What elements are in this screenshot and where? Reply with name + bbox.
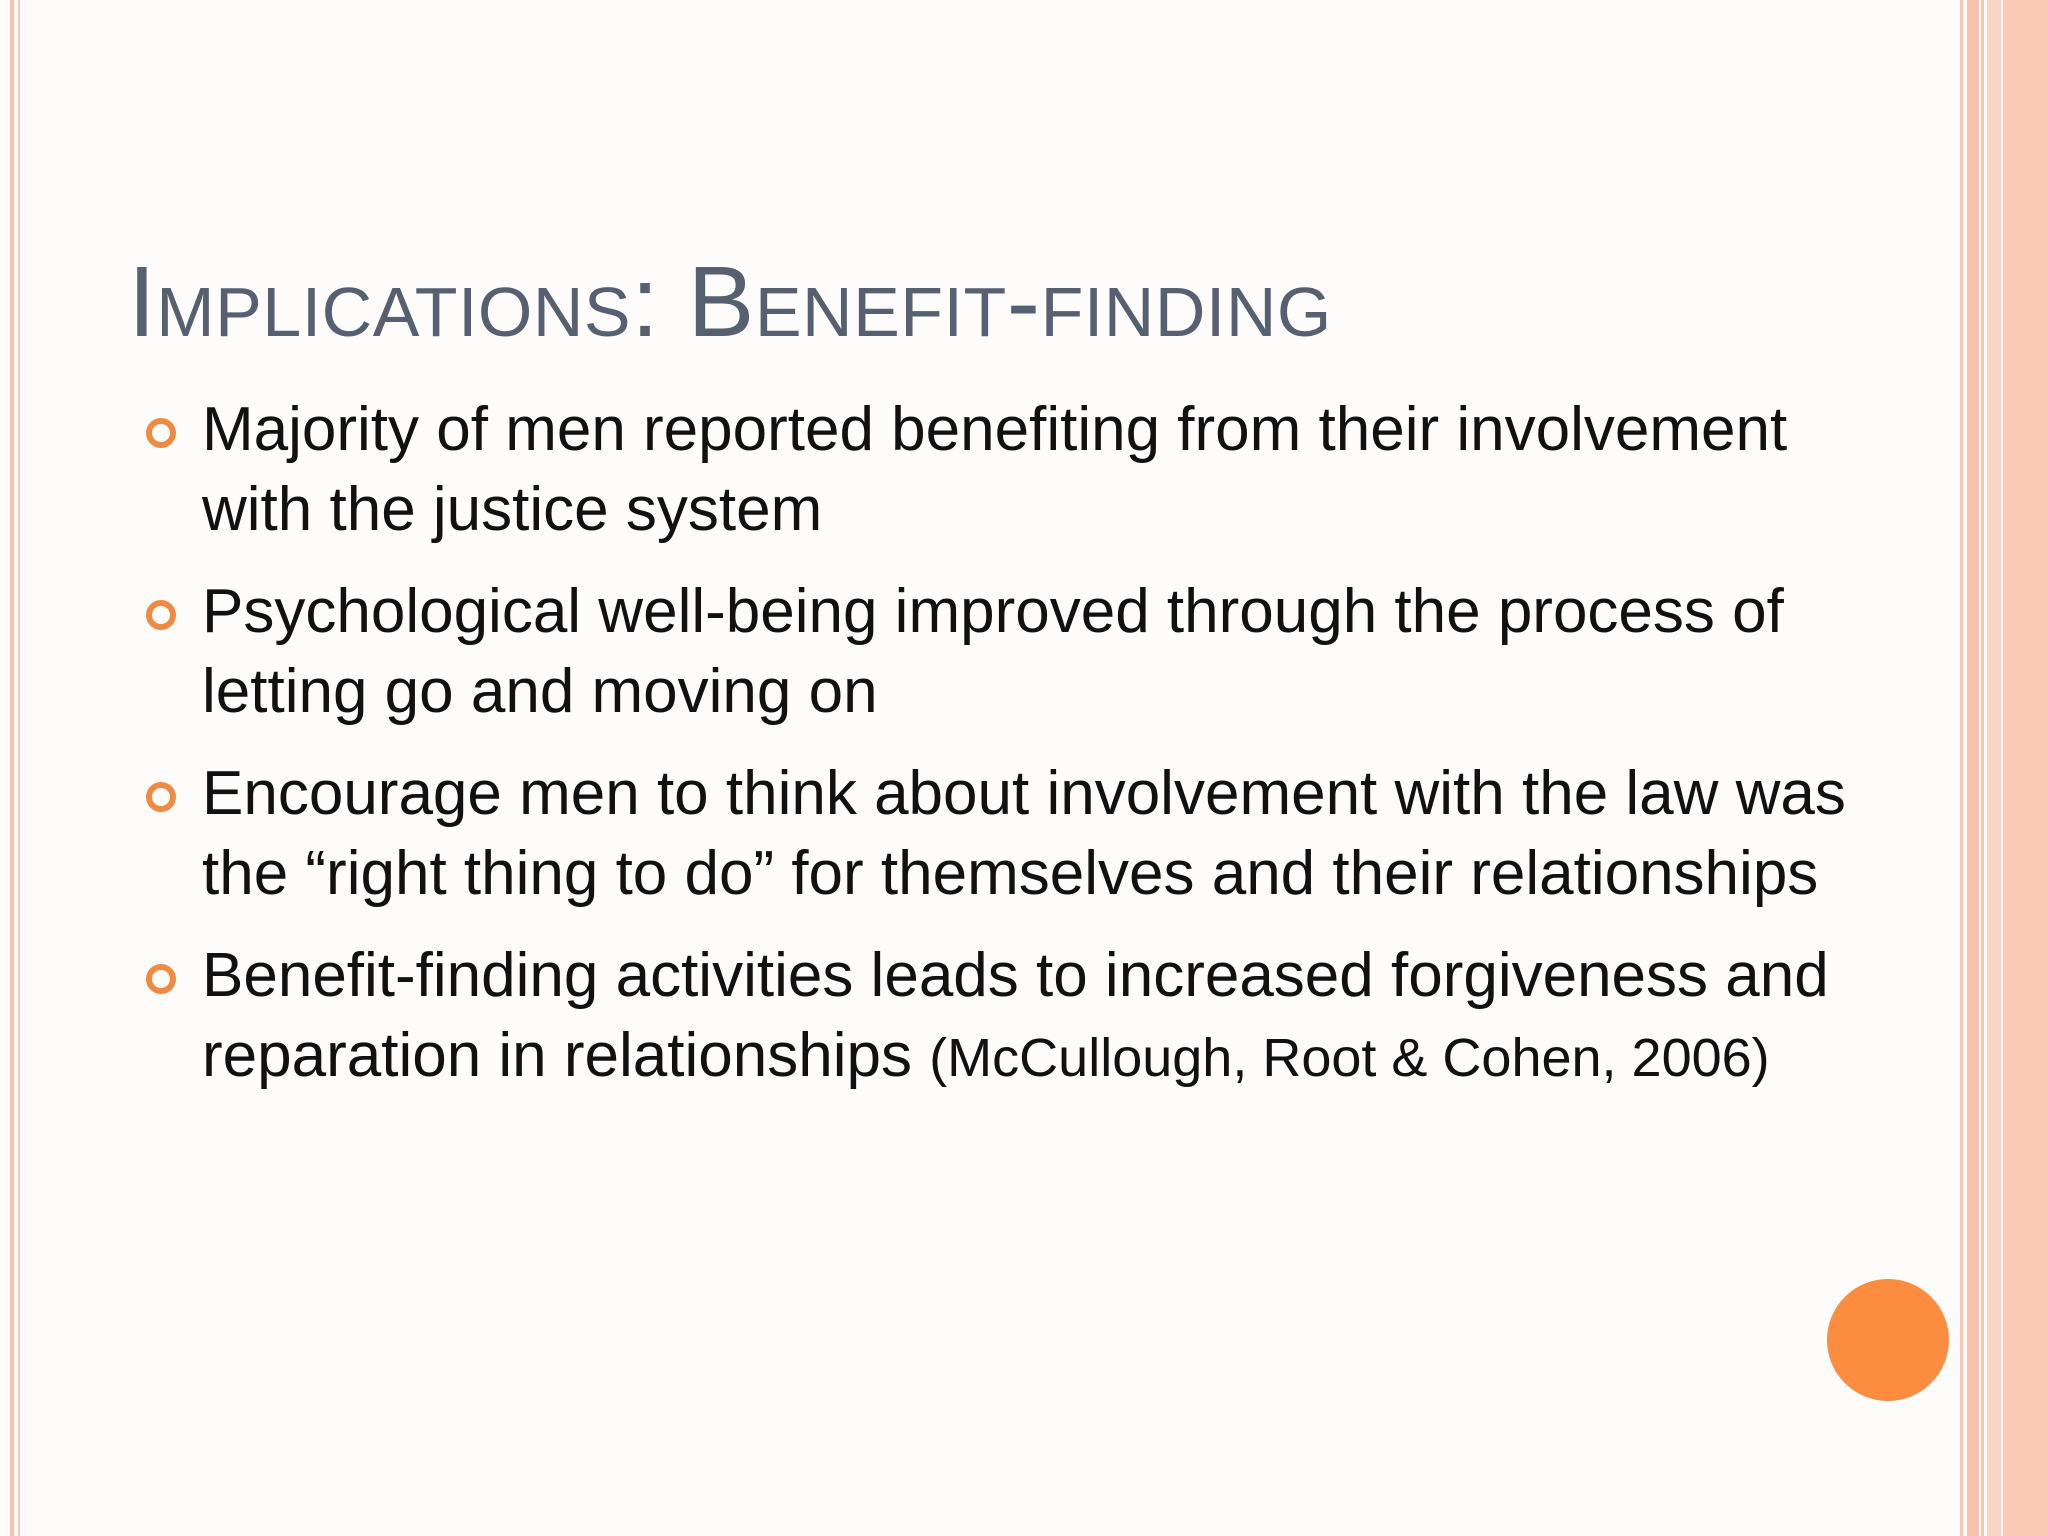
right-stripe [1967, 0, 1979, 1536]
bullet-item [140, 754, 1900, 914]
bullet-text: Majority of men reported benefiting from their involvement with the justice system [202, 395, 1788, 544]
citation: (McCullough, Root & Cohen, 2006) [929, 1028, 1770, 1088]
right-stripe [1960, 0, 1963, 1536]
bullet-text [202, 936, 1900, 1098]
bullet-item [140, 390, 1900, 550]
left-border-line-inner [18, 0, 20, 1536]
bullet-list [140, 390, 1900, 1120]
right-stripe [2003, 0, 2048, 1536]
bullet-item [140, 572, 1900, 732]
hollow-circle-bullet-icon [146, 418, 176, 448]
slide-title: Implications: Benefit-finding [128, 246, 1332, 358]
bullet-text-main: Benefit-finding activities leads to increased forgiveness and reparation in relationships [202, 941, 1829, 1090]
bullet-text: Psychological well-being improved through the process of letting go and moving on [202, 577, 1784, 726]
hollow-circle-bullet-icon [146, 964, 176, 994]
orange-circle-decoration [1827, 1279, 1949, 1401]
right-stripe [1981, 0, 1984, 1536]
left-border-line [10, 0, 14, 1536]
hollow-circle-bullet-icon [146, 600, 176, 630]
right-stripe [1987, 0, 2001, 1536]
bullet-item [140, 936, 1900, 1098]
bullet-text: Encourage men to think about involvement with the law was the “right thing to do” for themselves and their relationships [202, 759, 1846, 908]
hollow-circle-bullet-icon [146, 782, 176, 812]
